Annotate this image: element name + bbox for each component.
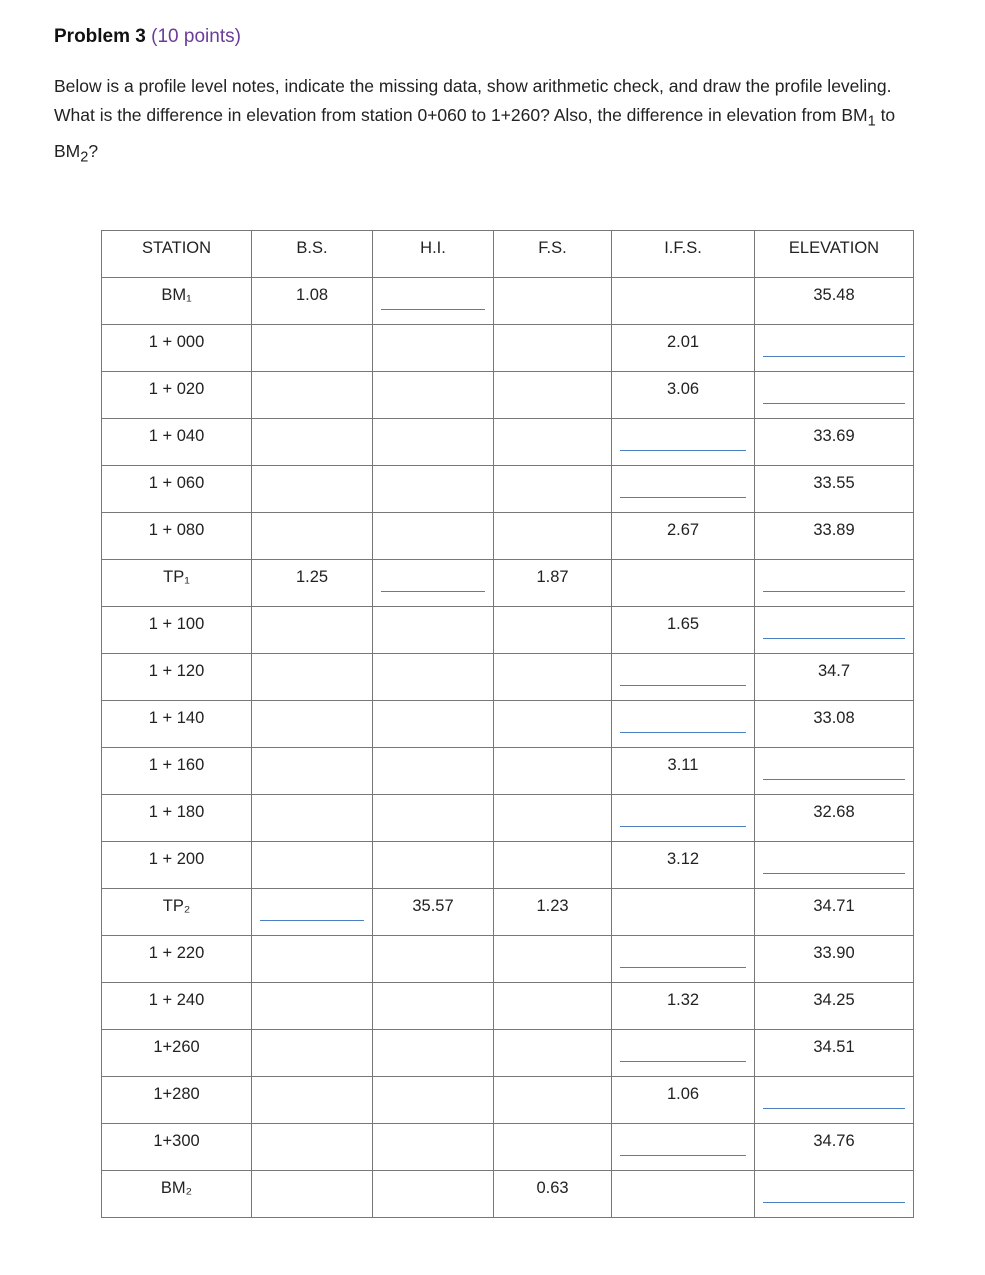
- cell-ifs: [612, 1171, 755, 1218]
- cell-ifs: [612, 983, 755, 1030]
- answer-blank-line[interactable]: [620, 732, 746, 733]
- cell-bs-value: [252, 1030, 372, 1038]
- cell-elev: [755, 1171, 914, 1218]
- cell-hi: [373, 842, 494, 889]
- answer-blank-line[interactable]: [620, 826, 746, 827]
- answer-blank-line[interactable]: [763, 1108, 905, 1109]
- cell-hi: [373, 325, 494, 372]
- table-row: [102, 419, 914, 466]
- cell-station: [102, 607, 252, 654]
- cell-ifs: [612, 654, 755, 701]
- cell-station-value: 1+260: [153, 1038, 200, 1056]
- cell-fs-value: [494, 325, 611, 333]
- cell-station-value: 1+280: [153, 1085, 200, 1103]
- cell-elev: [755, 936, 914, 983]
- answer-blank-line[interactable]: [381, 591, 485, 592]
- cell-bs-value: [252, 983, 372, 991]
- cell-ifs: [612, 842, 755, 889]
- cell-ifs: [612, 889, 755, 936]
- cell-hi: [373, 607, 494, 654]
- cell-station: [102, 325, 252, 372]
- cell-ifs: [612, 795, 755, 842]
- header-fs: F.S.: [494, 231, 612, 278]
- cell-hi-value: [373, 419, 493, 427]
- cell-station-value: BM₂: [160, 1179, 193, 1197]
- cell-fs: [494, 1077, 612, 1124]
- cell-fs: [494, 325, 612, 372]
- cell-ifs-value: [612, 654, 754, 662]
- header-hi: H.I.: [373, 231, 494, 278]
- cell-hi-value: [373, 748, 493, 756]
- cell-station-value: 1 + 040: [148, 427, 205, 445]
- cell-elev-value: 34.25: [813, 991, 855, 1009]
- cell-fs: [494, 1124, 612, 1171]
- cell-station-value: 1 + 220: [148, 944, 205, 962]
- cell-station-value: 1 + 060: [148, 474, 205, 492]
- cell-bs-value: 1.08: [295, 286, 329, 304]
- cell-elev: [755, 654, 914, 701]
- cell-elev: [755, 466, 914, 513]
- cell-elev-value: 33.89: [813, 521, 855, 539]
- cell-station: [102, 278, 252, 325]
- cell-ifs-value: [612, 560, 754, 568]
- cell-station: [102, 654, 252, 701]
- cell-station-value: 1 + 000: [148, 333, 205, 351]
- cell-hi: [373, 1030, 494, 1077]
- cell-fs: [494, 372, 612, 419]
- answer-blank-line[interactable]: [763, 779, 905, 780]
- cell-station: [102, 795, 252, 842]
- cell-fs: [494, 748, 612, 795]
- cell-hi: [373, 560, 494, 607]
- table-row: [102, 795, 914, 842]
- cell-station-value: 1 + 140: [148, 709, 205, 727]
- cell-station-value: 1+300: [153, 1132, 200, 1150]
- cell-bs-value: [252, 842, 372, 850]
- cell-elev: [755, 795, 914, 842]
- cell-hi-value: [373, 1030, 493, 1038]
- cell-bs-value: [252, 372, 372, 380]
- cell-hi: [373, 1171, 494, 1218]
- header-ifs: I.F.S.: [612, 231, 755, 278]
- cell-elev: [755, 983, 914, 1030]
- cell-bs-value: [252, 1171, 372, 1179]
- problem-heading: [54, 26, 241, 48]
- cell-bs-value: [252, 607, 372, 615]
- cell-fs: [494, 419, 612, 466]
- cell-bs: [252, 1171, 373, 1218]
- cell-station-value: 1 + 020: [148, 380, 205, 398]
- cell-bs: [252, 607, 373, 654]
- table-row: [102, 278, 914, 325]
- cell-fs-value: [494, 419, 611, 427]
- cell-hi: [373, 372, 494, 419]
- answer-blank-line[interactable]: [620, 450, 746, 451]
- cell-bs-value: [252, 325, 372, 333]
- cell-elev-value: 33.08: [813, 709, 855, 727]
- cell-bs-value: [252, 466, 372, 474]
- cell-elev: [755, 748, 914, 795]
- cell-bs: [252, 842, 373, 889]
- cell-bs: [252, 889, 373, 936]
- prompt-text-3: ?: [88, 140, 99, 161]
- cell-bs: [252, 983, 373, 1030]
- cell-bs: [252, 325, 373, 372]
- cell-station: [102, 466, 252, 513]
- cell-fs-value: [494, 466, 611, 474]
- cell-bs-value: [252, 748, 372, 756]
- table-row: [102, 654, 914, 701]
- cell-fs: [494, 513, 612, 560]
- cell-station: [102, 1124, 252, 1171]
- cell-bs: [252, 654, 373, 701]
- cell-ifs-value: 3.11: [667, 756, 699, 774]
- cell-elev-value: 34.71: [813, 897, 855, 915]
- cell-bs: [252, 1077, 373, 1124]
- cell-elev-value: 33.90: [813, 944, 855, 962]
- answer-blank-line[interactable]: [620, 967, 746, 968]
- cell-elev: [755, 372, 914, 419]
- cell-elev-value: [755, 842, 913, 850]
- cell-fs-value: 1.87: [536, 568, 569, 586]
- header-bs: B.S.: [252, 231, 373, 278]
- cell-fs-value: [494, 701, 611, 709]
- cell-hi-value: [373, 325, 493, 333]
- cell-fs-value: 1.23: [536, 897, 569, 915]
- cell-ifs-value: 3.06: [666, 380, 700, 398]
- cell-station-value: TP₁: [163, 568, 190, 586]
- cell-ifs-value: [612, 1171, 754, 1179]
- cell-elev-value: [755, 748, 913, 756]
- cell-hi-value: [373, 466, 493, 474]
- cell-ifs-value: [612, 701, 754, 709]
- cell-fs-value: [494, 372, 611, 380]
- problem-prompt: [54, 72, 934, 172]
- cell-fs-value: [494, 983, 611, 991]
- cell-elev-value: [755, 372, 913, 380]
- table-row: [102, 1077, 914, 1124]
- cell-fs: [494, 607, 612, 654]
- cell-bs-value: [252, 419, 372, 427]
- cell-ifs-value: [612, 1030, 754, 1038]
- cell-bs: [252, 513, 373, 560]
- cell-ifs: [612, 748, 755, 795]
- table-row: [102, 842, 914, 889]
- cell-fs-value: [494, 654, 611, 662]
- cell-ifs-value: 1.65: [666, 615, 700, 633]
- cell-bs: [252, 748, 373, 795]
- cell-ifs-value: [612, 419, 754, 427]
- cell-hi: [373, 1077, 494, 1124]
- table-row: [102, 701, 914, 748]
- cell-elev-value: 33.69: [813, 427, 855, 445]
- cell-hi: [373, 795, 494, 842]
- cell-fs: [494, 1171, 612, 1218]
- cell-ifs-value: [612, 936, 754, 944]
- cell-ifs: [612, 513, 755, 560]
- cell-bs: [252, 466, 373, 513]
- cell-elev: [755, 560, 914, 607]
- cell-bs: [252, 701, 373, 748]
- cell-station: [102, 1077, 252, 1124]
- table-row: [102, 607, 914, 654]
- cell-ifs-value: 2.67: [666, 521, 700, 539]
- cell-fs: [494, 701, 612, 748]
- cell-hi: [373, 748, 494, 795]
- cell-elev-value: 33.55: [813, 474, 855, 492]
- cell-ifs-value: 1.06: [666, 1085, 700, 1103]
- cell-bs: [252, 560, 373, 607]
- cell-hi-value: [373, 936, 493, 944]
- cell-bs-value: [252, 654, 372, 662]
- table-row: [102, 513, 914, 560]
- cell-station: [102, 419, 252, 466]
- cell-ifs: [612, 278, 755, 325]
- cell-bs-value: [252, 1077, 372, 1085]
- answer-blank-line[interactable]: [620, 1155, 746, 1156]
- header-station: STATION: [102, 231, 252, 278]
- cell-ifs: [612, 325, 755, 372]
- cell-fs: [494, 1030, 612, 1077]
- cell-station-value: 1 + 240: [148, 991, 205, 1009]
- table-header-row: [102, 231, 914, 278]
- problem-title: Problem 3: [54, 26, 146, 47]
- cell-elev: [755, 419, 914, 466]
- prompt-text-1: Below is a profile level notes, indicate the missing data, show arithmetic check, and draw the profile leveling. What is the difference in elevation from station 0+060 to 1+260? Also, the difference in elevation from BM: [54, 76, 892, 125]
- answer-blank-line[interactable]: [620, 685, 746, 686]
- cell-fs-value: [494, 513, 611, 521]
- cell-bs-value: [252, 701, 372, 709]
- cell-ifs: [612, 1030, 755, 1077]
- cell-station-value: 1 + 200: [148, 850, 205, 868]
- cell-bs: [252, 1030, 373, 1077]
- cell-station-value: 1 + 100: [148, 615, 205, 633]
- cell-elev-value: 32.68: [813, 803, 855, 821]
- cell-station: [102, 936, 252, 983]
- cell-fs-value: [494, 1030, 611, 1038]
- cell-bs-value: 1.25: [295, 568, 329, 586]
- cell-station-value: 1 + 120: [148, 662, 205, 680]
- cell-hi-value: [373, 795, 493, 803]
- cell-elev-value: [755, 1077, 913, 1085]
- cell-ifs: [612, 372, 755, 419]
- cell-fs-value: [494, 795, 611, 803]
- cell-elev-value: 34.76: [813, 1132, 855, 1150]
- cell-station: [102, 889, 252, 936]
- cell-bs-value: [252, 889, 372, 897]
- cell-station: [102, 983, 252, 1030]
- table-row: [102, 1171, 914, 1218]
- cell-fs-value: [494, 607, 611, 615]
- cell-hi-value: [373, 372, 493, 380]
- cell-fs: [494, 889, 612, 936]
- cell-hi-value: 35.57: [412, 897, 454, 915]
- cell-hi-value: [373, 701, 493, 709]
- cell-hi: [373, 513, 494, 560]
- cell-ifs-value: [612, 466, 754, 474]
- cell-elev: [755, 607, 914, 654]
- cell-bs: [252, 936, 373, 983]
- cell-hi-value: [373, 560, 493, 568]
- table-row: [102, 372, 914, 419]
- cell-hi: [373, 419, 494, 466]
- cell-elev: [755, 325, 914, 372]
- cell-hi: [373, 936, 494, 983]
- cell-station: [102, 560, 252, 607]
- cell-ifs-value: [612, 889, 754, 897]
- answer-blank-line[interactable]: [763, 638, 905, 639]
- cell-bs-value: [252, 936, 372, 944]
- table-row: [102, 1124, 914, 1171]
- cell-bs: [252, 419, 373, 466]
- cell-hi-value: [373, 278, 493, 286]
- cell-fs: [494, 278, 612, 325]
- cell-hi: [373, 701, 494, 748]
- cell-hi: [373, 889, 494, 936]
- cell-station: [102, 1030, 252, 1077]
- cell-fs: [494, 654, 612, 701]
- table-row: [102, 466, 914, 513]
- cell-ifs: [612, 419, 755, 466]
- prompt-subscript-1: 1: [867, 113, 876, 130]
- answer-blank-line[interactable]: [763, 1202, 905, 1203]
- cell-ifs-value: 2.01: [666, 333, 700, 351]
- answer-blank-line[interactable]: [763, 403, 905, 404]
- answer-blank-line[interactable]: [260, 920, 364, 921]
- problem-points: (10 points): [151, 26, 241, 47]
- answer-blank-line[interactable]: [620, 1061, 746, 1062]
- cell-fs-value: [494, 278, 611, 286]
- cell-station: [102, 513, 252, 560]
- cell-station: [102, 372, 252, 419]
- cell-fs-value: 0.63: [536, 1179, 569, 1197]
- cell-elev: [755, 513, 914, 560]
- cell-fs-value: [494, 842, 611, 850]
- prompt-text-2: to BM: [54, 105, 896, 161]
- cell-hi-value: [373, 607, 493, 615]
- cell-elev: [755, 842, 914, 889]
- answer-blank-line[interactable]: [620, 497, 746, 498]
- cell-fs-value: [494, 1124, 611, 1132]
- table-row: [102, 560, 914, 607]
- answer-blank-line[interactable]: [763, 356, 905, 357]
- cell-hi-value: [373, 983, 493, 991]
- cell-station-value: 1 + 080: [148, 521, 205, 539]
- cell-hi-value: [373, 1124, 493, 1132]
- cell-ifs: [612, 936, 755, 983]
- cell-hi: [373, 654, 494, 701]
- table-row: [102, 1030, 914, 1077]
- cell-hi-value: [373, 1077, 493, 1085]
- cell-station-value: BM₁: [161, 286, 192, 304]
- cell-ifs-value: 3.12: [666, 850, 700, 868]
- cell-bs-value: [252, 795, 372, 803]
- cell-hi: [373, 1124, 494, 1171]
- cell-ifs-value: [612, 278, 754, 286]
- cell-station: [102, 1171, 252, 1218]
- prompt-subscript-2: 2: [80, 149, 89, 165]
- table-row: [102, 936, 914, 983]
- cell-fs-value: [494, 936, 611, 944]
- cell-fs: [494, 983, 612, 1030]
- cell-hi: [373, 983, 494, 1030]
- cell-elev-value: [755, 1171, 913, 1179]
- cell-elev-value: [755, 607, 913, 615]
- cell-bs-value: [252, 1124, 372, 1132]
- cell-bs: [252, 795, 373, 842]
- cell-station: [102, 701, 252, 748]
- cell-station: [102, 748, 252, 795]
- cell-station: [102, 842, 252, 889]
- cell-elev-value: [755, 560, 913, 568]
- answer-blank-line[interactable]: [381, 309, 485, 310]
- cell-fs: [494, 466, 612, 513]
- table-row: [102, 889, 914, 936]
- cell-elev: [755, 1124, 914, 1171]
- cell-ifs: [612, 701, 755, 748]
- cell-ifs: [612, 1124, 755, 1171]
- cell-hi-value: [373, 842, 493, 850]
- cell-fs: [494, 795, 612, 842]
- cell-bs-value: [252, 513, 372, 521]
- cell-fs: [494, 842, 612, 889]
- cell-hi-value: [373, 1171, 493, 1179]
- cell-ifs-value: 1.32: [666, 991, 700, 1009]
- cell-elev-value: 35.48: [813, 286, 855, 304]
- answer-blank-line[interactable]: [763, 873, 905, 874]
- cell-elev-value: 34.51: [813, 1038, 855, 1056]
- cell-elev: [755, 1077, 914, 1124]
- cell-fs: [494, 560, 612, 607]
- cell-elev: [755, 1030, 914, 1077]
- cell-station-value: TP₂: [162, 897, 191, 915]
- cell-station-value: 1 + 180: [148, 803, 205, 821]
- cell-elev: [755, 278, 914, 325]
- cell-ifs: [612, 1077, 755, 1124]
- cell-elev: [755, 889, 914, 936]
- header-elevation: ELEVATION: [755, 231, 914, 278]
- table-row: [102, 983, 914, 1030]
- cell-bs: [252, 372, 373, 419]
- cell-ifs: [612, 560, 755, 607]
- table-row: [102, 325, 914, 372]
- profile-level-table: [101, 230, 914, 1218]
- cell-hi: [373, 278, 494, 325]
- cell-ifs-value: [612, 795, 754, 803]
- answer-blank-line[interactable]: [763, 591, 905, 592]
- cell-elev: [755, 701, 914, 748]
- cell-hi-value: [373, 513, 493, 521]
- cell-elev-value: 34.7: [817, 662, 851, 680]
- cell-ifs: [612, 466, 755, 513]
- cell-bs: [252, 1124, 373, 1171]
- cell-bs: [252, 278, 373, 325]
- cell-elev-value: [755, 325, 913, 333]
- cell-ifs: [612, 607, 755, 654]
- cell-hi: [373, 466, 494, 513]
- cell-ifs-value: [612, 1124, 754, 1132]
- cell-fs: [494, 936, 612, 983]
- cell-hi-value: [373, 654, 493, 662]
- cell-fs-value: [494, 748, 611, 756]
- table-row: [102, 748, 914, 795]
- cell-station-value: 1 + 160: [148, 756, 205, 774]
- cell-fs-value: [494, 1077, 611, 1085]
